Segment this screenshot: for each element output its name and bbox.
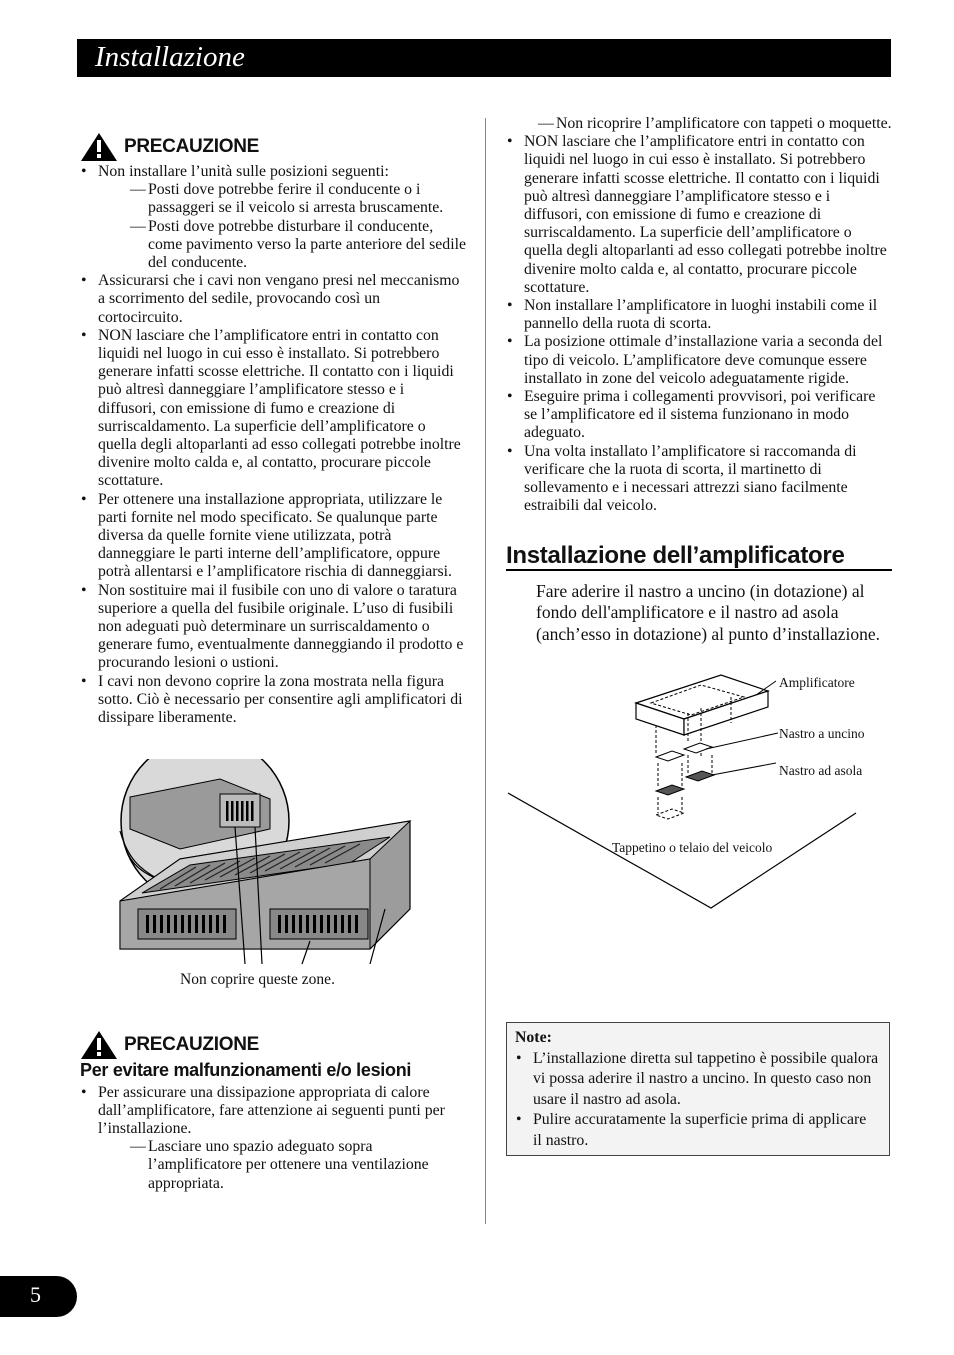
list-item: • La posizione ottimale d’installazione varia a seconda del tipo di veicolo. L’amplificatore deve comunque essere installato in zone del veicolo adeguatamente rigide.: [506, 333, 892, 388]
list-item: • Non sostituire mai il fusibile con uno di valore o taratura superiore a quella del fusibile originale. L’uso di fusibili non adeguati può determinare un surriscaldamento o generare fumo, eventualmente danneggiando il prodotto e procurando lesioni o ustioni.: [80, 582, 466, 673]
note-list: [515, 1049, 879, 1152]
caution-list-1: [80, 163, 466, 727]
list-item: • Assicurarsi che i cavi non vengano presi nel meccanismo a scorrimento del sedile, provocando così un cortocircuito.: [80, 272, 466, 327]
sub-item: — Posti dove potrebbe ferire il conducente o i passaggeri se il veicolo si arresta bruscamente.: [130, 181, 444, 217]
list-item: • L’installazione diretta sul tappetino è possibile qualora vi possa aderire il nastro a uncino. In questo caso non usare il nastro ad asola.: [515, 1049, 879, 1111]
list-item: • Per assicurare una dissipazione appropriata di calore dall’amplificatore, fare attenzione ai seguenti punti per l’installazione. — Lasciare uno spazio adeguato sopra l’amplificatore per ottenere una ventilazione appropriata.: [80, 1084, 466, 1193]
sub-item: — Posti dove potrebbe disturbare il conducente, come pavimento verso la parte anteriore del sedile del conducente.: [130, 217, 466, 272]
caution-heading-1: [80, 133, 466, 161]
page-number-tab: [0, 1276, 77, 1317]
list-item: • Una volta installato l’amplificatore si raccomanda di verificare che la ruota di scorta, il martinetto di sollevamento e i necessari attrezzi siano facilmente estraibili dal veicolo.: [506, 443, 892, 516]
page-number: 5: [30, 1282, 41, 1307]
amplifier-vent-illustration: [80, 759, 466, 969]
caution-list-2: [80, 1084, 466, 1193]
sub-item: — Lasciare uno spazio adeguato sopra l’amplificatore per ottenere una ventilazione appropriata.: [130, 1138, 429, 1192]
caution-label-2: PRECAUZIONE: [124, 1034, 259, 1056]
warning-icon: [80, 1030, 118, 1060]
caution-list-continued: [506, 133, 892, 515]
section-title: Installazione dell’amplificatore: [506, 547, 892, 570]
page-header-bar: [77, 39, 891, 77]
figure-caption: Non coprire queste zone.: [180, 971, 335, 989]
installation-diagram: [506, 663, 892, 933]
caution-heading-2: [80, 1031, 466, 1059]
section-intro: Fare aderire il nastro a uncino (in dotazione) al fondo dell'amplificatore e il nastro ad asola (anch’esso in dotazione) al punto d’installazione.: [536, 580, 881, 644]
list-item: • Eseguire prima i collegamenti provvisori, poi verificare se l’amplificatore ed il sistema funzionano in modo adeguato.: [506, 388, 892, 443]
label-hook-tape: Nastro a uncino: [779, 726, 865, 742]
list-item: • NON lasciare che l’amplificatore entri in contatto con liquidi nel luogo in cui esso è installato. Si potrebbero generare infatti scosse elettriche. Il contatto con i liquidi può altresì danneggiare l’amplificatore stesso e i diffusori, con emissione di fumo e creazione di surriscaldamento. La superficie dell’amplificatore o quella degli altoparlanti ad esso collegati potrebbe inoltre divenire molto calda e, al contatto, procurare piccole scottature.: [80, 327, 466, 491]
list-item: • Pulire accuratamente la superficie prima di applicare il nastro.: [515, 1110, 879, 1151]
left-column: [80, 133, 466, 1193]
caution-subtitle: Per evitare malfunzionamenti e/o lesioni: [80, 1060, 412, 1081]
list-item: • I cavi non devono coprire la zona mostrata nella figura sotto. Ciò è necessario per consentire agli amplificatori di dissipare liberamente.: [80, 673, 466, 728]
list-item: • Per ottenere una installazione appropriata, utilizzare le parti fornite nel modo specificato. Se qualunque parte diversa da quelle fornite viene utilizzata, potrà danneggiare le parti interne dell’amplificatore, oppure potrà allentarsi e l’amplificatore rischia di danneggiarsi.: [80, 491, 466, 582]
page-header-title: Installazione: [95, 41, 245, 73]
label-floor: Tappetino o telaio del veicolo: [612, 840, 773, 856]
velcro-installation-illustration: [506, 663, 892, 933]
sub-item: — Non ricoprire l’amplificatore con tappeti o moquette.: [538, 115, 892, 132]
warning-icon: [80, 132, 118, 162]
note-box: [506, 1022, 890, 1156]
list-item: • NON lasciare che l’amplificatore entri in contatto con liquidi nel luogo in cui esso è installato. Si potrebbero generare infatti scosse elettriche. Il contatto con i liquidi può altresì danneggiare l’amplificatore stesso e i diffusori, con emissione di fumo e creazione di surriscaldamento. La superficie dell’amplificatore o quella degli altoparlanti ad esso collegati potrebbe inoltre divenire molto calda e, al contatto, procurare piccole scottature.: [506, 133, 892, 297]
label-amplifier: Amplificatore: [779, 675, 855, 691]
note-title: Note:: [515, 1029, 552, 1046]
right-column: [506, 115, 892, 933]
column-divider: [485, 118, 486, 1224]
label-loop-tape: Nastro ad asola: [779, 763, 863, 779]
list-item: • Non installare l’unità sulle posizioni seguenti: — Posti dove potrebbe ferire il conducente o i passaggeri se il veicolo si arresta bruscamente. — Posti dove potrebbe disturbare il conducente, come pavimento verso la parte anteriore del sedile del conducente.: [80, 163, 466, 272]
list-item: • Non installare l’amplificatore in luoghi instabili come il pannello della ruota di scorta.: [506, 297, 892, 333]
caution-label-1: PRECAUZIONE: [124, 135, 259, 157]
amplifier-vent-figure: [80, 759, 466, 1029]
